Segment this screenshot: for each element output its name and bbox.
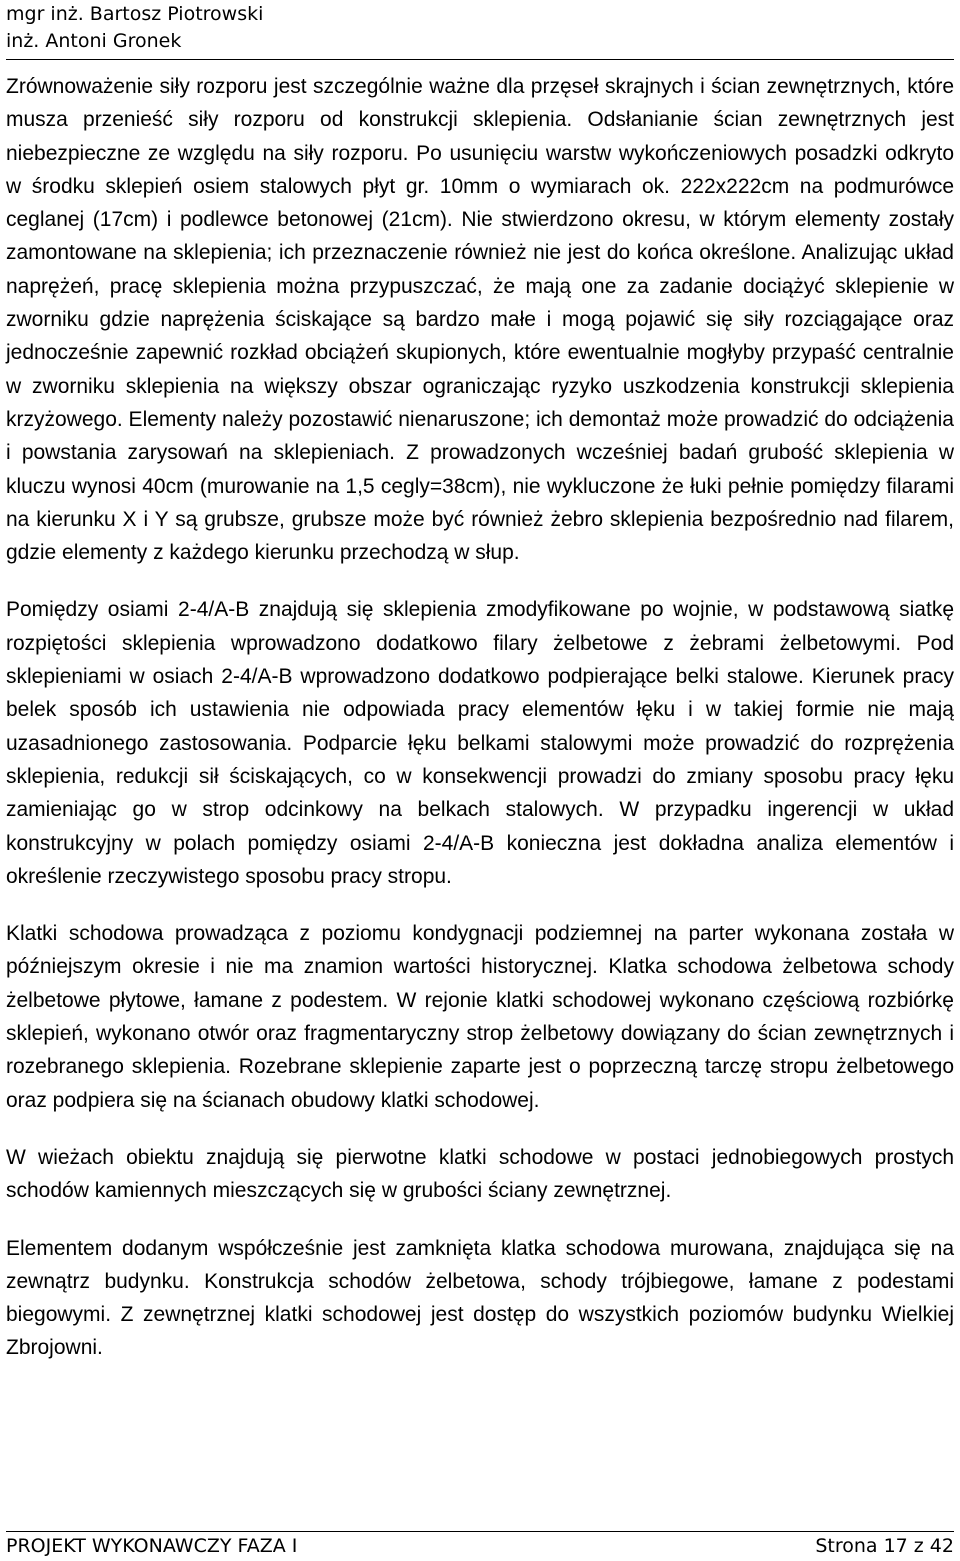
author-secondary: inż. Antoni Gronek bbox=[6, 30, 182, 52]
author-primary: mgr inż. Bartosz Piotrowski bbox=[6, 3, 264, 25]
page-footer bbox=[6, 1531, 954, 1561]
page-number: Strona 17 z 42 bbox=[815, 1535, 954, 1557]
page-header bbox=[6, 0, 954, 60]
paragraph-vault-thrust: Zrównoważenie siły rozporu jest szczególnie ważne dla przęseł skrajnych i ścian zewnętrznych, które musza przenieść siły rozporu od konstrukcji sklepienia. Odsłanianie ścian zewnętrznych jest niebezpieczne ze względu na siły rozporu. Po usunięciu warstw wykończeniowych posadzki odkryto w środku sklepień osiem stalowych płyt gr. 10mm o wymiarach ok. 222x222cm na podmurówce ceglanej (17cm) i podlewce betonowej (21cm). Nie stwierdzono okresu, w którym elementy zostały zamontowane na sklepienia; ich przeznaczenie również nie jest do końca określone. Analizując układ naprężeń, pracę sklepienia można przypuszczać, że mają one za zadanie dociążyć sklepienie w zworniku gdzie naprężenia ściskające są bardzo małe i mogą pojawić się siły rozciągające oraz jednocześnie zapewnić rozkład obciążeń skupionych, które ewentualnie mogłyby przypaść centralnie w zworniku sklepienia na większy obszar ograniczając ryzyko uszkodzenia konstrukcji sklepienia krzyżowego. Elementy należy pozostawić nienaruszone; ich demontaż może prowadzić do odciążenia i powstania zarysowań na sklepieniach. Z prowadzonych wcześniej badań grubość sklepienia w kluczu wynosi 40cm (murowanie na 1,5 cegly=38cm), nie wykluczone że łuki pełnie pomiędzy filarami na kierunku X i Y są grubsze, grubsze może być również żebro sklepienia bezpośrednio nad filarem, gdzie elementy z każdego kierunku przechodzą w słup. bbox=[6, 75, 954, 565]
paragraph-modified-vaults: Pomiędzy osiami 2-4/A-B znajdują się sklepienia zmodyfikowane po wojnie, w podstawową siatkę rozpiętości sklepienia wprowadzono dodatkowo filary żelbetowe z żebrami żelbetowymi. Pod sklepieniami w osiach 2-4/A-B wprowadzono dodatkowo podpierające belki stalowe. Kierunek pracy belek sposób ich ustawienia nie odpowiada pracy elementów łęku i w takiej formie nie mają uzasadnionego zastosowania. Podparcie łęku belkami stalowymi może prowadzić do rozprężenia sklepienia, redukcji sił ściskających, co w konsekwencji prowadzi do zmiany sposobu pracy łęku zamieniając go w strop odcinkowy na belkach stalowych. W przypadku ingerencji w układ konstrukcyjny w polach pomiędzy osiami 2-4/A-B konieczna jest dokładna analiza elementów i określenie rzeczywistego sposobu pracy stropu. bbox=[6, 598, 954, 888]
paragraph-tower-stairs: W wieżach obiektu znajdują się pierwotne klatki schodowe w postaci jednobiegowych prostych schodów kamiennych mieszczących się w grubości ściany zewnętrznej. bbox=[6, 1145, 954, 1203]
paragraph-staircase: Klatki schodowa prowadząca z poziomu kondygnacji podziemnej na parter wykonana została w późniejszym okresie i nie ma znamion wartości historycznej. Klatka schodowa żelbetowa schody żelbetowe płytowe, łamane z podestem. W rejonie klatki schodowej wykonano częściową rozbiórkę sklepień, wykonano otwór oraz fragmentaryczny strop żelbetowy dowiązany do ścian zewnętrznych i rozebranego sklepienia. Rozebrane sklepienie zaparte jest o poprzeczną tarczę stropu żelbetowego oraz podpiera się na ścianach obudowy klatki schodowej. bbox=[6, 922, 954, 1112]
project-phase-label: PROJEKT WYKONAWCZY FAZA I bbox=[6, 1535, 298, 1557]
document-body bbox=[6, 70, 954, 1389]
paragraph-external-staircase: Elementem dodanym współcześnie jest zamknięta klatka schodowa murowana, znajdująca się na zewnątrz budynku. Konstrukcja schodów żelbetowa, schody trójbiegowe, łamane z podestami biegowymi. Z zewnętrznej klatki schodowej jest dostęp do wszystkich poziomów budynku Wielkiej Zbrojowni. bbox=[6, 1236, 954, 1360]
